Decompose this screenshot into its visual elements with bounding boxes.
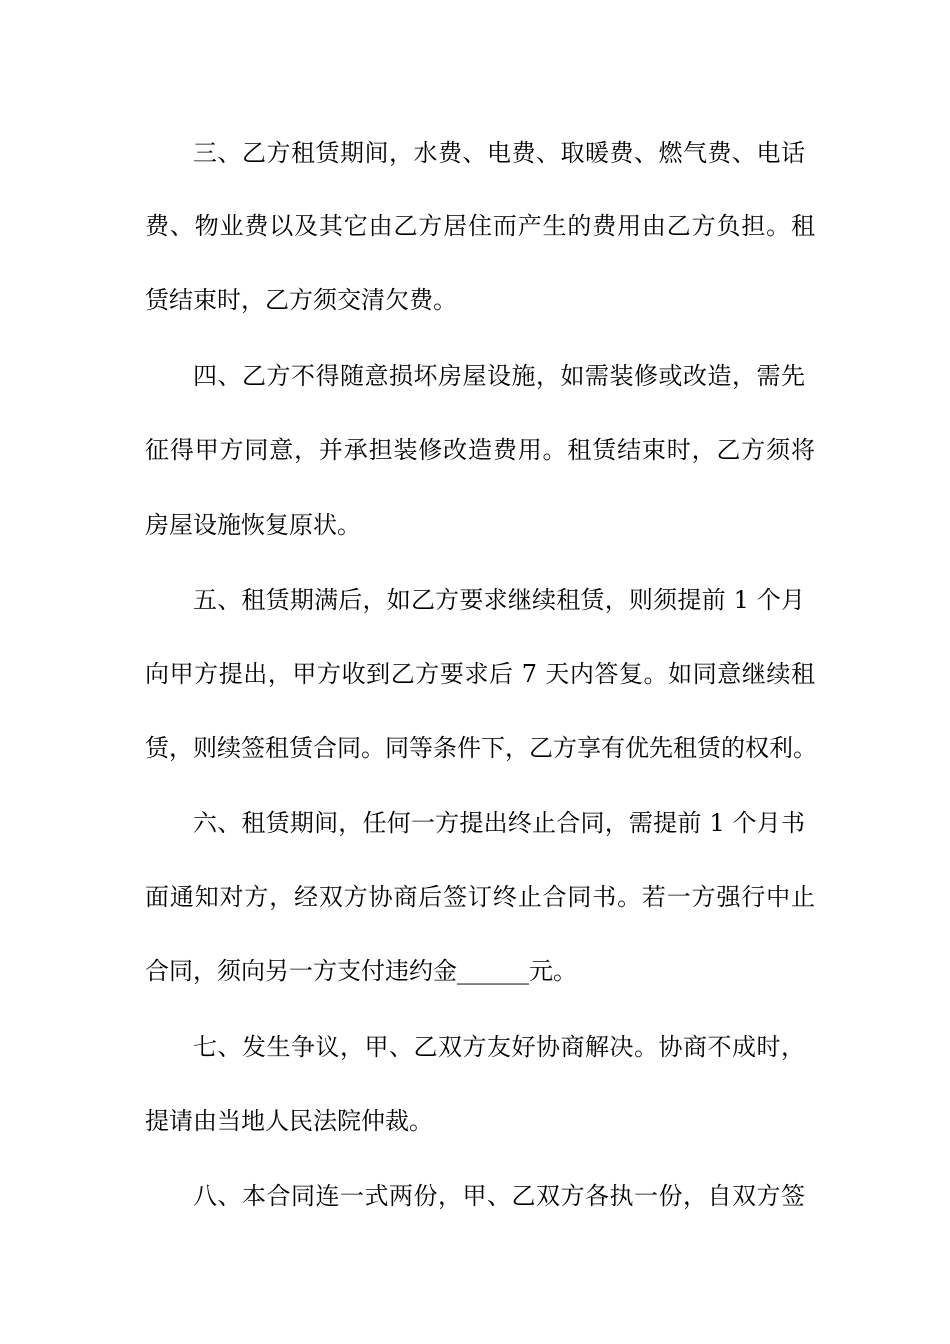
- clause-6-line-1: 六、租赁期间，任何一方提出终止合同，需提前 1 个月书: [193, 809, 805, 837]
- clause-4-line-3: 房屋设施恢复原状。: [145, 511, 361, 539]
- clause-5-line-2: 向甲方提出，甲方收到乙方要求后 7 天内答复。如同意继续租: [145, 660, 815, 688]
- clause-5-line-1: 五、租赁期满后，如乙方要求继续租赁，则须提前 1 个月: [193, 586, 805, 614]
- clause-6-line-3: 合同，须向另一方支付违约金______元。: [145, 957, 577, 985]
- clause-3-line-1: 三、乙方租赁期间，水费、电费、取暖费、燃气费、电话: [193, 139, 805, 167]
- clause-8-line-1: 八、本合同连一式两份，甲、乙双方各执一份，自双方签: [193, 1182, 805, 1210]
- clause-5-line-3: 赁，则续签租赁合同。同等条件下，乙方享有优先租赁的权利。: [145, 734, 817, 762]
- clause-6-line-2: 面通知对方，经双方协商后签订终止合同书。若一方强行中止: [145, 883, 815, 911]
- clause-3-line-2: 费、物业费以及其它由乙方居住而产生的费用由乙方负担。租: [145, 212, 815, 240]
- clause-7-line-2: 提请由当地人民法院仲裁。: [145, 1107, 433, 1135]
- clause-4-line-2: 征得甲方同意，并承担装修改造费用。租赁结束时，乙方须将: [145, 436, 815, 464]
- clause-3-line-3: 赁结束时，乙方须交清欠费。: [145, 286, 457, 314]
- clause-7-line-1: 七、发生争议，甲、乙双方友好协商解决。协商不成时，: [193, 1033, 805, 1061]
- clause-4-line-1: 四、乙方不得随意损坏房屋设施，如需装修或改造，需先: [193, 362, 805, 390]
